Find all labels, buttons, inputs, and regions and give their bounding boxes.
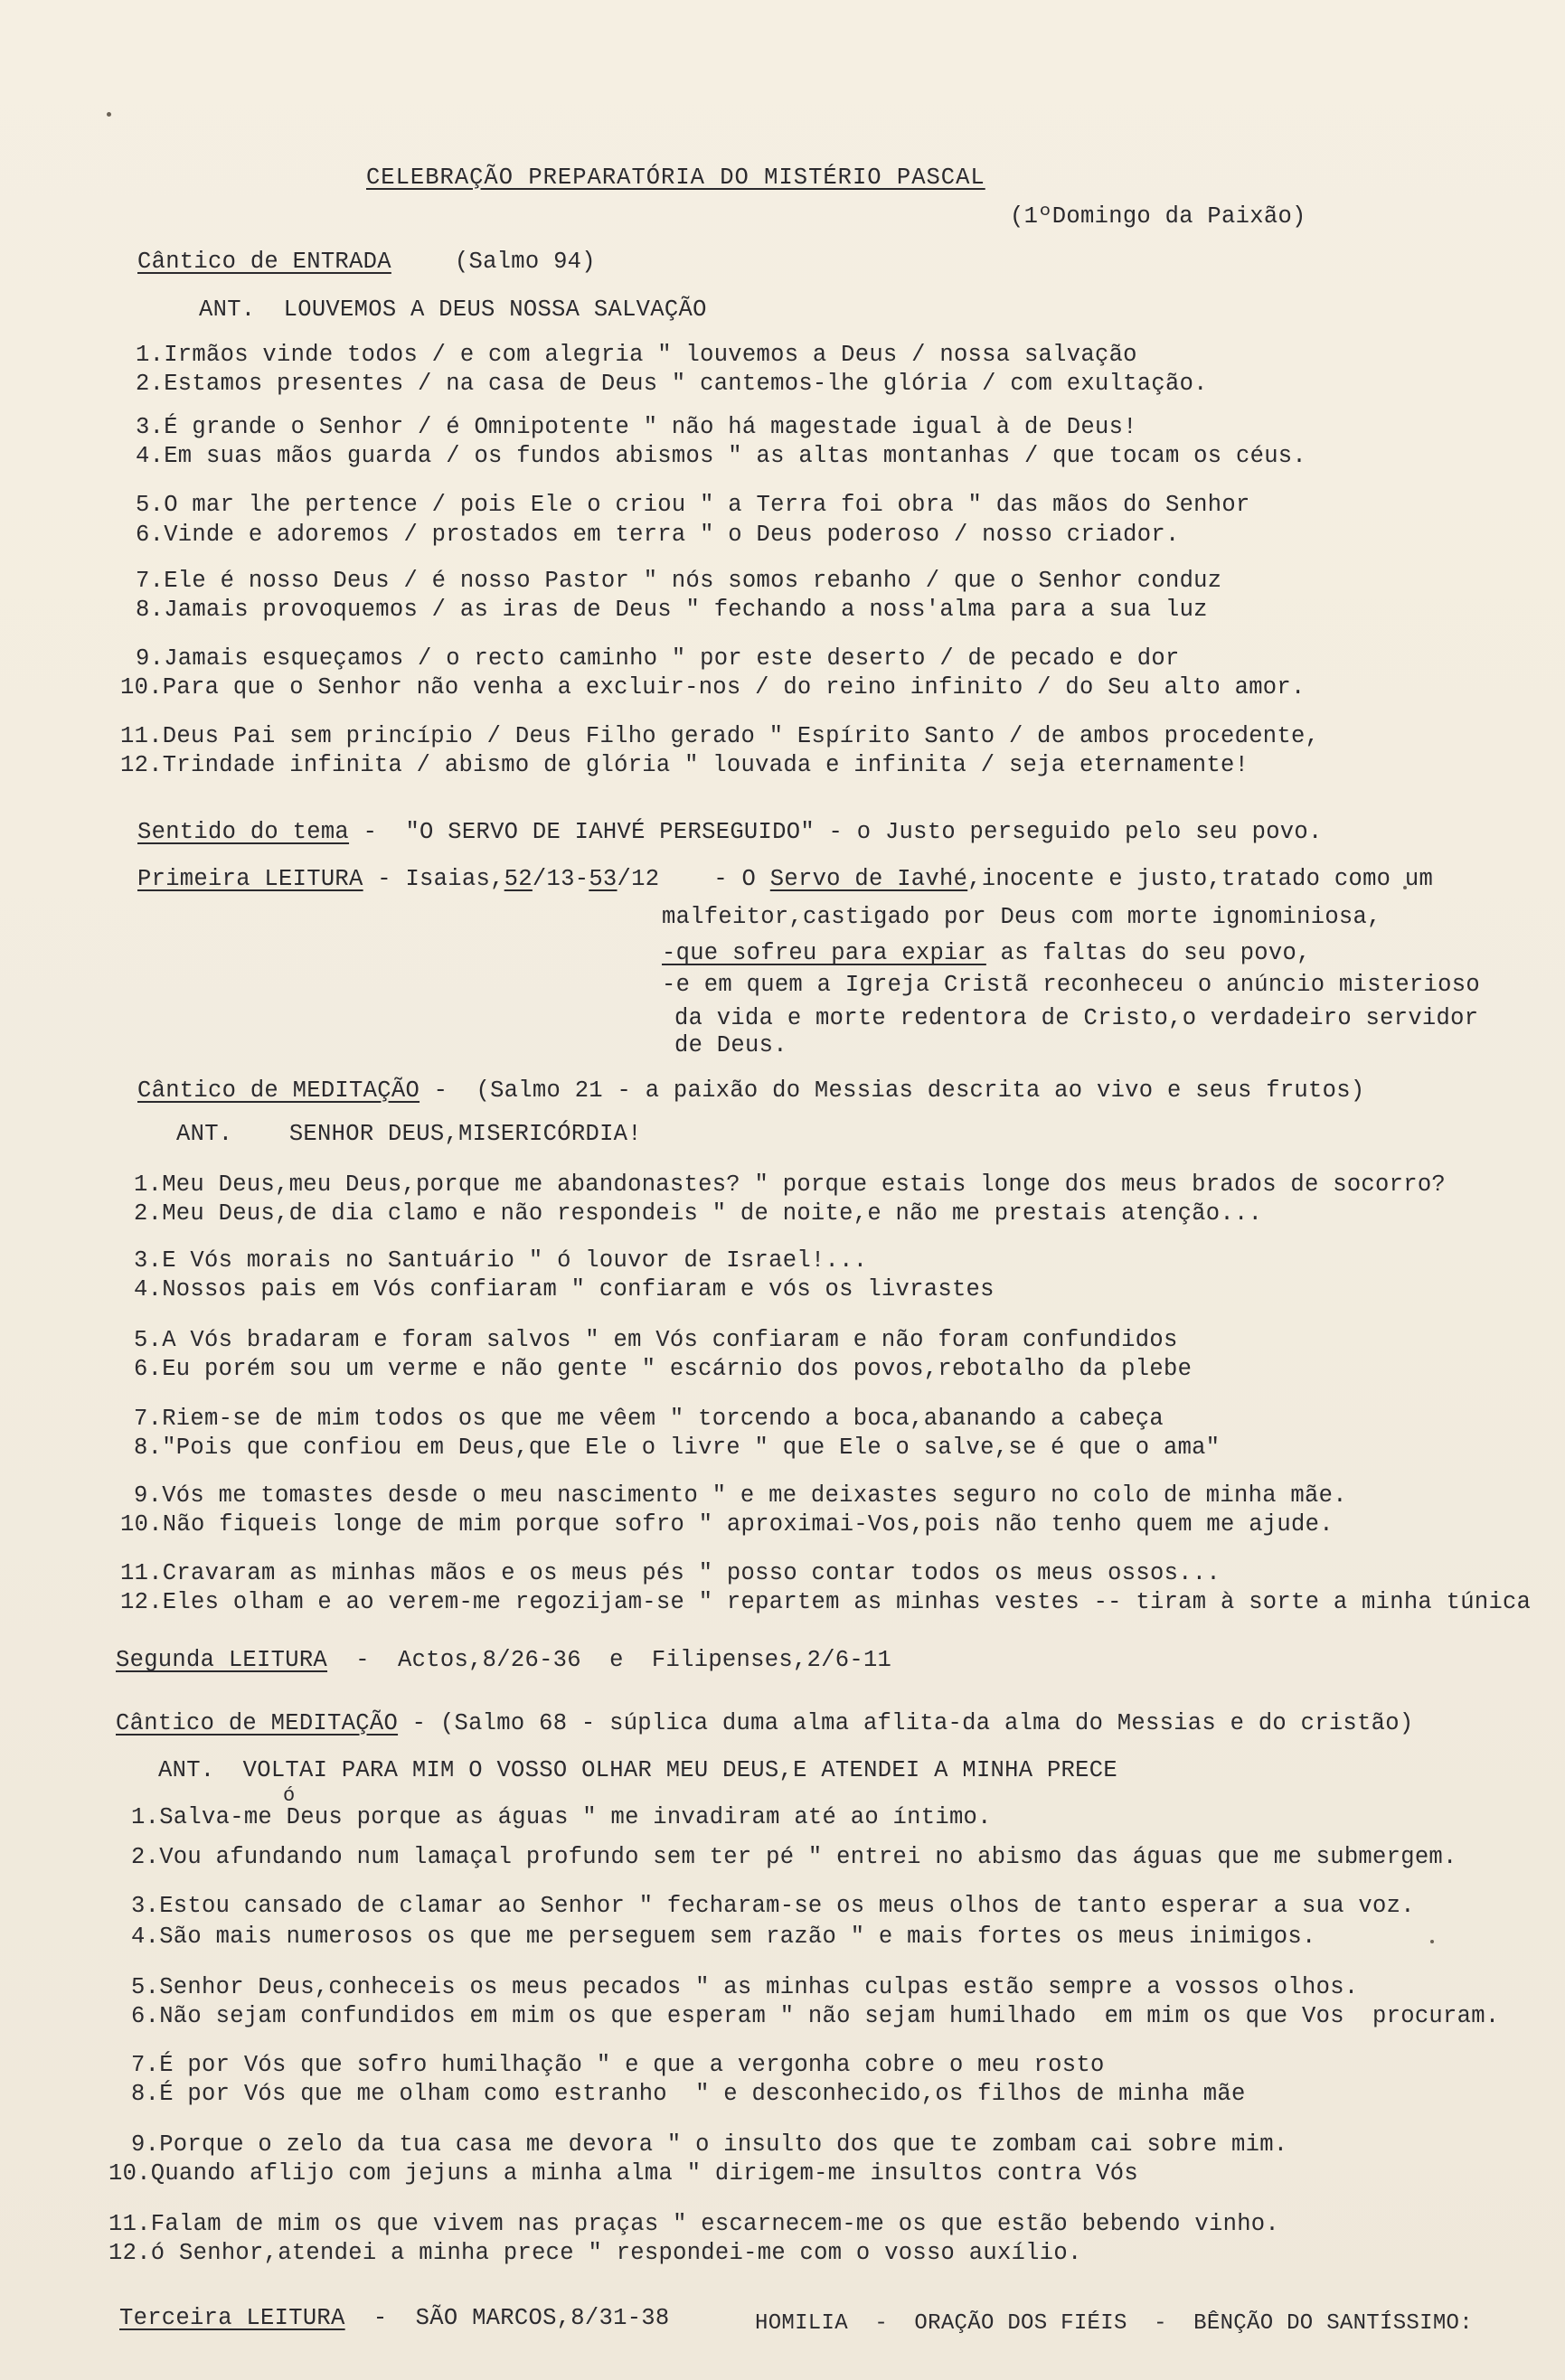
entrada-verse: 9.Jamais esqueçamos / o recto caminho " por este deserto / de pecado e dor	[136, 645, 1180, 672]
sentido-text: - "O SERVO DE IAHVÉ PERSEGUIDO" - o Justo perseguido pelo seu povo.	[349, 819, 1323, 845]
meditacao2-verse: 2.Vou afundando num lamaçal profundo sem ter pé " entrei no abismo das águas que me submergem.	[131, 1844, 1457, 1870]
meditacao2-verse: 6.Não sejam confundidos em mim os que esperam " não sejam humilhado em mim os que Vos procuram.	[131, 2003, 1500, 2029]
entrada-verse: 5.O mar lhe pertence / pois Ele o criou " a Terra foi obra " das mãos do Senhor	[136, 492, 1250, 518]
terceira-label: Terceira LEITURA	[119, 2305, 345, 2331]
primeira-ref-pre: - Isaias,	[363, 866, 504, 892]
meditacao1-verse: 5.A Vós bradaram e foram salvos " em Vós confiaram e não foram confundidos	[134, 1327, 1178, 1353]
primeira-desc: -e em quem a Igreja Cristã reconheceu o anúncio misterioso	[662, 972, 1480, 998]
meditacao2-heading	[116, 1710, 1413, 1737]
meditacao2-desc: - (Salmo 68 - súplica duma alma aflita-da alma do Messias e do cristão)	[398, 1710, 1414, 1736]
meditacao2-verse: 9.Porque o zelo da tua casa me devora " o insulto dos que te zombam cai sobre mim.	[131, 2131, 1288, 2158]
terceira-text: - SÃO MARCOS,8/31-38	[344, 2305, 670, 2331]
meditacao2-verse: 7.É por Vós que sofro humilhação " e que a vergonha cobre o meu rosto	[131, 2052, 1105, 2078]
meditacao1-verse: 12.Eles olham e ao verem-me regozijam-se " repartem as minhas vestes -- tiram à sorte a minha túnica	[120, 1589, 1532, 1615]
meditacao1-verse: 10.Não fiqueis longe de mim porque sofro " aproximai-Vos,pois não tenho quem me ajude.	[120, 1511, 1334, 1538]
meditacao2-verse: 8.É por Vós que me olham como estranho " e desconhecido,os filhos de minha mãe	[131, 2081, 1246, 2107]
entrada-antiphon: ANT. LOUVEMOS A DEUS NOSSA SALVAÇÃO	[199, 296, 707, 323]
entrada-verse: 7.Ele é nosso Deus / é nosso Pastor " nós somos rebanho / que o Senhor conduz	[136, 568, 1222, 594]
entrada-psalm: (Salmo 94)	[454, 249, 596, 275]
entrada-label: Cântico de ENTRADA	[137, 249, 391, 275]
entrada-verse: 8.Jamais provoquemos / as iras de Deus " fechando a noss'alma para a sua luz	[136, 597, 1208, 623]
primeira-ref-chapter: 52	[504, 866, 533, 892]
meditacao1-heading	[137, 1077, 1364, 1105]
entrada-verse: 10.Para que o Senhor não venha a excluir-nos / do reino infinito / do Seu alto amor.	[120, 674, 1306, 701]
meditacao2-label: Cântico de MEDITAÇÃO	[116, 1710, 399, 1736]
meditacao1-label: Cântico de MEDITAÇÃO	[137, 1077, 420, 1104]
primeira-desc	[662, 940, 1311, 967]
entrada-verse: 6.Vinde e adoremos / prostados em terra " o Deus poderoso / nosso criador.	[136, 522, 1180, 548]
entrada-verse: 3.É grande o Senhor / é Omnipotente " não há magestade igual à de Deus!	[136, 414, 1137, 440]
meditacao1-verse: 9.Vós me tomastes desde o meu nascimento " e me deixastes seguro no colo de minha mãe.	[134, 1482, 1347, 1509]
meditacao2-verse: 11.Falam de mim os que vivem nas praças " escarnecem-me os que estão bebendo vinho.	[108, 2211, 1280, 2237]
primeira-desc: de Deus.	[674, 1032, 787, 1058]
segunda-label: Segunda LEITURA	[116, 1647, 328, 1673]
entrada-verse: 2.Estamos presentes / na casa de Deus " cantemos-lhe glória / com exultação.	[136, 371, 1208, 397]
meditacao2-verse: 1.Salva-me Deus porque as águas " me invadiram até ao íntimo.	[131, 1804, 992, 1830]
primeira-ref-chapter: 53	[589, 866, 618, 892]
meditacao1-verse: 11.Cravaram as minhas mãos e os meus pés " posso contar todos os meus ossos...	[120, 1560, 1221, 1586]
meditacao1-antiphon: ANT. SENHOR DEUS,MISERICÓRDIA!	[176, 1121, 642, 1147]
entrada-heading	[137, 249, 596, 276]
sentido-line	[137, 819, 1323, 846]
meditacao1-verse: 8."Pois que confiou em Deus,que Ele o livre " que Ele o salve,se é que o ama"	[134, 1435, 1221, 1461]
meditacao1-verse: 2.Meu Deus,de dia clamo e não respondeis " de noite,e não me prestais atenção...	[134, 1200, 1263, 1227]
primeira-desc: malfeitor,castigado por Deus com morte ignominiosa,	[662, 904, 1381, 930]
segunda-text: - Actos,8/26-36 e Filipenses,2/6-11	[327, 1647, 892, 1673]
primeira-line	[137, 866, 1433, 893]
primeira-servo: Servo de Iavhé	[769, 866, 968, 892]
meditacao2-antiphon: ANT. VOLTAI PARA MIM O VOSSO OLHAR MEU DEUS,E ATENDEI A MINHA PRECE	[158, 1757, 1117, 1783]
homilia-line: HOMILIA - ORAÇÃO DOS FIÉIS - BÊNÇÃO DO SANTÍSSIMO:	[755, 2311, 1473, 2336]
meditacao2-verse: 10.Quando aflijo com jejuns a minha alma " dirigem-me insultos contra Vós	[108, 2160, 1138, 2187]
entrada-verse: 4.Em suas mãos guarda / os fundos abismos " as altas montanhas / que tocam os céus.	[136, 443, 1307, 469]
terceira-line	[119, 2305, 670, 2332]
primeira-expiar: -que sofreu para expiar	[662, 940, 986, 966]
sentido-label: Sentido do tema	[137, 819, 350, 845]
page-subtitle: (1ºDomingo da Paixão)	[1010, 203, 1306, 230]
page-title: CELEBRAÇÃO PREPARATÓRIA DO MISTÉRIO PASCAL	[366, 165, 985, 191]
primeira-line3-rest: as faltas do seu povo,	[985, 940, 1311, 966]
meditacao1-verse: 1.Meu Deus,meu Deus,porque me abandonastes? " porque estais longe dos meus brados de socorro?	[134, 1171, 1447, 1198]
primeira-line1-rest: ,inocente e justo,tratado como um	[967, 866, 1434, 892]
primeira-dash: - O	[713, 866, 770, 892]
meditacao2-verse: 3.Estou cansado de clamar ao Senhor " fecharam-se os meus olhos de tanto esperar a sua voz.	[131, 1893, 1415, 1919]
entrada-verse: 1.Irmãos vinde todos / e com alegria " louvemos a Deus / nossa salvação	[136, 342, 1137, 368]
meditacao1-verse: 6.Eu porém sou um verme e não gente " escárnio dos povos,rebotalho da plebe	[134, 1356, 1193, 1382]
entrada-verse: 11.Deus Pai sem princípio / Deus Filho gerado " Espírito Santo / de ambos procedente,	[120, 723, 1320, 749]
meditacao2-verse: 5.Senhor Deus,conheceis os meus pecados " as minhas culpas estão sempre a vossos olhos.	[131, 1974, 1359, 2000]
meditacao2-accent: ó	[283, 1784, 296, 1807]
paper-speck	[107, 112, 111, 117]
meditacao2-verse: 12.ó Senhor,atendei a minha prece " respondei-me com o vosso auxílio.	[108, 2240, 1082, 2266]
meditacao1-verse: 3.E Vós morais no Santuário " ó louvor de Israel!...	[134, 1247, 868, 1274]
primeira-label: Primeira LEITURA	[137, 866, 363, 892]
meditacao1-desc: - (Salmo 21 - a paixão do Messias descrita ao vivo e seus frutos)	[420, 1077, 1365, 1104]
meditacao1-verse: 7.Riem-se de mim todos os que me vêem " torcendo a boca,abanando a cabeça	[134, 1406, 1164, 1432]
primeira-ref-post: /12	[617, 866, 660, 892]
meditacao1-verse: 4.Nossos pais em Vós confiaram " confiaram e vós os livrastes	[134, 1276, 995, 1303]
meditacao2-verse: 4.São mais numerosos os que me perseguem sem razão " e mais fortes os meus inimigos.	[131, 1924, 1316, 1950]
primeira-ref-mid: /13-	[532, 866, 589, 892]
paper-speck	[1430, 1940, 1434, 1943]
primeira-desc: da vida e morte redentora de Cristo,o verdadeiro servidor	[674, 1005, 1479, 1031]
segunda-line	[116, 1647, 891, 1674]
entrada-verse: 12.Trindade infinita / abismo de glória " louvada e infinita / seja eternamente!	[120, 752, 1249, 778]
